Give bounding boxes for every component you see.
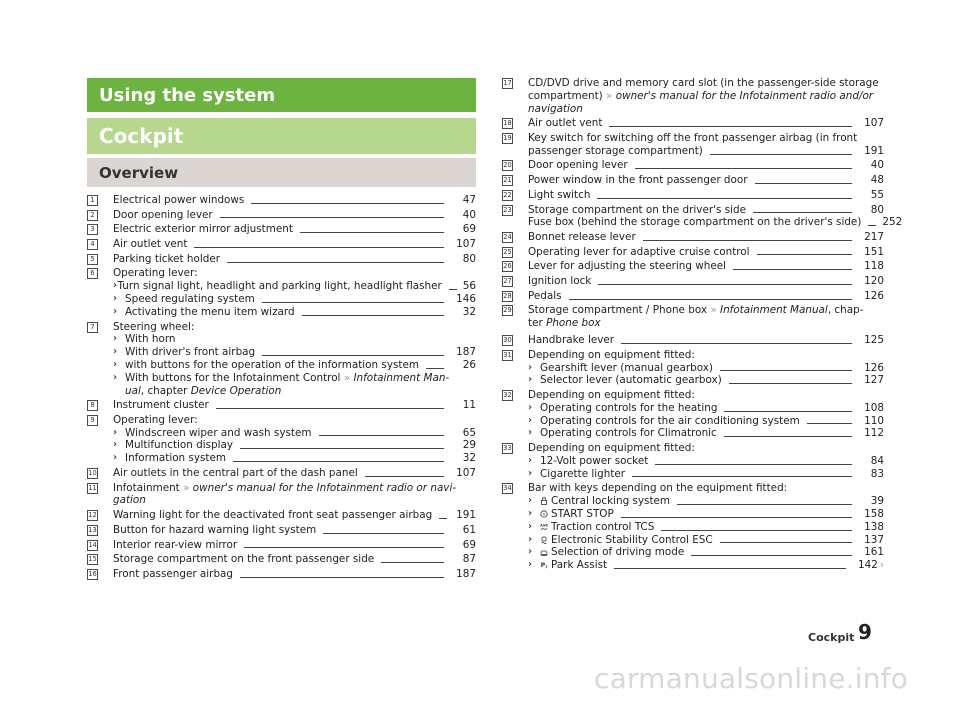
callout-number: 23 bbox=[503, 205, 512, 214]
continue-arrow-icon: › bbox=[879, 559, 884, 572]
leader-line bbox=[323, 533, 444, 534]
legend-entry-33 bbox=[502, 442, 884, 480]
callout-number: 27 bbox=[503, 277, 512, 286]
page-ref-link[interactable]: 107 bbox=[456, 466, 476, 479]
lock-icon bbox=[540, 497, 548, 505]
callout-number: 29 bbox=[503, 306, 512, 315]
leader-line bbox=[757, 254, 852, 255]
page-ref-link[interactable]: 80 bbox=[870, 203, 884, 216]
callout-number: 3 bbox=[87, 224, 98, 235]
page-ref-link[interactable]: 80 bbox=[462, 252, 476, 265]
chevron-right-icon: › bbox=[528, 454, 533, 466]
chevron-right-icon: › bbox=[113, 371, 118, 383]
page-ref-link[interactable]: 191 bbox=[456, 509, 476, 522]
leader-line bbox=[755, 183, 852, 184]
cross-ref-arrow: » bbox=[606, 89, 613, 102]
leader-line bbox=[621, 517, 852, 518]
page-ref-link[interactable]: 118 bbox=[864, 260, 884, 273]
page-ref-link[interactable]: 161 bbox=[864, 546, 884, 559]
sub-entry-text: Selection of driving mode bbox=[551, 546, 685, 559]
legend-entry-16 bbox=[87, 568, 476, 581]
page-ref-link[interactable]: 158 bbox=[864, 507, 884, 520]
chevron-right-icon: › bbox=[113, 280, 118, 292]
callout-number: 32 bbox=[503, 391, 512, 399]
cross-ref-title[interactable]: Infotainment Manual bbox=[720, 304, 828, 317]
footer-section-name: Cockpit bbox=[808, 631, 855, 644]
callout-number: 1 bbox=[87, 195, 98, 206]
chevron-right-icon: › bbox=[528, 520, 533, 532]
page-ref-link[interactable]: 142 bbox=[858, 559, 878, 572]
page-ref-link[interactable]: 151 bbox=[864, 245, 884, 258]
chevron-right-icon: › bbox=[113, 452, 118, 464]
leader-line bbox=[262, 355, 444, 356]
leader-line bbox=[597, 198, 852, 199]
leader-line bbox=[720, 542, 852, 543]
leader-line bbox=[220, 217, 444, 218]
section-band-cockpit bbox=[87, 118, 476, 154]
callout-number: 6 bbox=[87, 268, 98, 279]
leader-line bbox=[240, 448, 444, 449]
page-ref-link[interactable]: 29 bbox=[462, 439, 476, 452]
sub-entry-text: Activating the menu item wizard bbox=[125, 305, 295, 318]
sub-entry-text: Traction control TCS bbox=[551, 520, 655, 533]
chevron-right-icon: › bbox=[113, 333, 118, 345]
entry-text: Door opening lever bbox=[528, 159, 628, 172]
legend-entry-27 bbox=[502, 275, 884, 288]
entry-text-cont: gation bbox=[113, 494, 146, 507]
leader-line bbox=[807, 423, 852, 424]
legend-entry-24 bbox=[502, 231, 884, 244]
leader-line bbox=[720, 370, 852, 371]
legend-entry-13 bbox=[87, 524, 476, 537]
callout-number: 8 bbox=[87, 400, 98, 411]
leader-line bbox=[753, 212, 852, 213]
sub-entry-text: With driver's front airbag bbox=[125, 346, 256, 359]
leader-line bbox=[621, 343, 852, 344]
callout-number: 33 bbox=[503, 444, 512, 453]
cross-ref-title[interactable]: owner's manual for the Infotainment radio and/or bbox=[615, 89, 874, 102]
chevron-right-icon: › bbox=[113, 439, 118, 451]
cross-ref-arrow: » bbox=[183, 481, 190, 494]
entry-text-cont: passenger storage compartment) bbox=[528, 144, 703, 157]
page-ref-link[interactable]: 83 bbox=[870, 467, 884, 480]
leader-line bbox=[635, 168, 852, 169]
callout-number: 15 bbox=[88, 555, 97, 564]
page-ref-link[interactable]: 26 bbox=[462, 358, 476, 371]
callout-number: 25 bbox=[503, 247, 512, 256]
leader-line bbox=[609, 126, 852, 127]
page-ref-link[interactable]: 69 bbox=[462, 223, 476, 236]
entry-text: Depending on equipment fitted: bbox=[528, 442, 695, 455]
legend-entry-10 bbox=[87, 467, 476, 480]
leader-line bbox=[724, 436, 852, 437]
sub-entry-text: Multifunction display bbox=[125, 439, 234, 452]
cross-ref-chapter[interactable]: Phone box bbox=[546, 317, 601, 330]
sub-entry-text: Cigarette lighter bbox=[540, 467, 626, 480]
legend-entry-26 bbox=[502, 260, 884, 273]
chevron-right-icon: › bbox=[528, 414, 533, 426]
legend-entry-23 bbox=[502, 203, 903, 230]
callout-number: 12 bbox=[88, 511, 97, 520]
entry-text: Operating lever: bbox=[113, 413, 198, 426]
legend-entry-9 bbox=[87, 414, 476, 465]
legend-entry-19 bbox=[502, 132, 884, 158]
page-ref-link[interactable]: 84 bbox=[870, 454, 884, 467]
sub-entry-text: Information system bbox=[125, 452, 227, 465]
svg-text:P: P bbox=[540, 562, 546, 570]
entry-text: Bonnet release lever bbox=[528, 231, 636, 243]
svg-text:A: A bbox=[542, 512, 546, 517]
page-ref-link[interactable]: 87 bbox=[462, 553, 476, 566]
page-ref-link[interactable]: 146 bbox=[456, 293, 476, 306]
callout-number: 30 bbox=[503, 336, 512, 345]
page-ref-link[interactable]: 107 bbox=[864, 117, 884, 130]
entry-text: Electrical power windows bbox=[113, 194, 245, 206]
leader-line bbox=[300, 232, 444, 233]
page-ref-link[interactable]: 137 bbox=[864, 533, 884, 546]
entry-text: CD/DVD drive and memory card slot (in the passenger-side storage bbox=[528, 77, 879, 89]
sub-entry-text: Operating controls for Climatronic bbox=[540, 427, 717, 440]
callout-number: 17 bbox=[503, 79, 512, 87]
legend-entry-30 bbox=[502, 334, 884, 347]
entry-text: Door opening lever bbox=[113, 208, 213, 221]
entry-text: Storage compartment / Phone box » Infotainment Manual, chap- bbox=[528, 304, 864, 317]
page-ref-link[interactable]: 187 bbox=[456, 567, 476, 580]
cross-ref-chapter[interactable]: Device Operation bbox=[190, 384, 282, 397]
callout-number: 31 bbox=[503, 350, 512, 359]
leader-line bbox=[365, 476, 444, 477]
callout-number: 9 bbox=[87, 415, 98, 426]
entry-text: Button for hazard warning light system bbox=[113, 523, 317, 536]
legend-entry-28 bbox=[502, 290, 884, 303]
leader-line bbox=[710, 154, 852, 155]
leader-line bbox=[216, 408, 444, 409]
callout-number: 21 bbox=[503, 176, 512, 185]
leader-line bbox=[381, 562, 444, 563]
legend-entry-2 bbox=[87, 209, 476, 222]
leader-line bbox=[227, 262, 444, 263]
leader-line bbox=[244, 547, 444, 548]
leader-line bbox=[302, 315, 444, 316]
page-ref-link[interactable]: 47 bbox=[462, 194, 476, 206]
chevron-right-icon: › bbox=[113, 305, 118, 317]
leader-line bbox=[691, 555, 852, 556]
footer-page-number: 9 bbox=[858, 620, 872, 644]
entry-text-cont: compartment) » owner's manual for the Infotainment radio and/or bbox=[528, 89, 874, 102]
sub-entry-text-cont: ual, chapter Device Operation bbox=[125, 384, 282, 397]
entry-text: Depending on equipment fitted: bbox=[528, 348, 695, 361]
entry-text: Air outlets in the central part of the dash panel bbox=[113, 466, 358, 479]
entry-text-cont: ter Phone box bbox=[528, 317, 601, 330]
leader-line bbox=[598, 284, 852, 285]
page-ref-link[interactable]: 32 bbox=[462, 452, 476, 465]
page-ref-link[interactable]: 127 bbox=[864, 374, 884, 387]
entry-text: Storage compartment on the driver's side bbox=[528, 203, 746, 216]
legend-entry-21 bbox=[502, 174, 884, 187]
page-ref-link[interactable]: 252 bbox=[882, 216, 903, 229]
legend-entry-25 bbox=[502, 246, 884, 259]
page-ref-link[interactable]: 39 bbox=[870, 495, 884, 508]
asr-icon bbox=[540, 523, 548, 531]
sub-entry-text: with buttons for the operation of the information system bbox=[125, 358, 419, 371]
sub-entry-text: Speed regulating system bbox=[125, 293, 255, 306]
page-ref-link[interactable]: 40 bbox=[870, 159, 884, 172]
entry-text: Operating lever for adaptive cruise control bbox=[528, 245, 750, 258]
entry-text: Power window in the front passenger door bbox=[528, 174, 748, 187]
leader-line bbox=[251, 203, 444, 204]
leader-line bbox=[614, 568, 846, 569]
cross-ref-arrow: » bbox=[710, 304, 717, 317]
page-ref-link[interactable]: 11 bbox=[462, 399, 476, 412]
legend-entry-4 bbox=[87, 238, 476, 251]
page-ref-link[interactable]: 55 bbox=[870, 188, 884, 201]
leader-line bbox=[632, 476, 852, 477]
section-band-using-system bbox=[87, 78, 476, 112]
leader-line bbox=[439, 518, 447, 519]
legend-entry-22 bbox=[502, 189, 884, 202]
legend-entry-12 bbox=[87, 509, 476, 522]
section-title: Using the system bbox=[99, 84, 276, 106]
page-ref-link[interactable]: 40 bbox=[462, 208, 476, 221]
legend-entry-5 bbox=[87, 253, 476, 266]
park-assist-icon bbox=[540, 561, 548, 569]
page-ref-link[interactable]: 138 bbox=[864, 520, 884, 533]
subchapter-title: Overview bbox=[99, 163, 179, 182]
callout-number: 7 bbox=[87, 322, 98, 333]
legend-entry-29 bbox=[502, 304, 884, 330]
page-ref-link[interactable]: 217 bbox=[864, 231, 884, 243]
page-ref-link[interactable]: 69 bbox=[462, 538, 476, 551]
chevron-right-icon: › bbox=[528, 427, 533, 439]
leader-line bbox=[733, 269, 852, 270]
callout-number: 34 bbox=[503, 484, 512, 493]
cross-ref-title[interactable]: Infotainment Man- bbox=[353, 371, 450, 384]
sub-entry-text: Operating controls for the air conditioning system bbox=[540, 414, 800, 427]
page-ref-link[interactable]: 187 bbox=[456, 346, 476, 359]
chapter-title: Cockpit bbox=[99, 124, 184, 148]
entry-text: Light switch bbox=[528, 188, 591, 201]
page-ref-link[interactable]: 48 bbox=[870, 174, 884, 187]
leader-line bbox=[319, 435, 445, 436]
entry-text: Air outlet vent bbox=[113, 238, 188, 251]
callout-number: 13 bbox=[88, 525, 97, 534]
callout-number: 4 bbox=[87, 239, 98, 250]
sub-entry-text: Selector lever (automatic gearbox) bbox=[540, 374, 722, 387]
page-ref-link[interactable]: 191 bbox=[864, 144, 884, 157]
entry-text: Steering wheel: bbox=[113, 320, 195, 333]
sub-entry-text: With buttons for the Infotainment Control » Infotainment Man- bbox=[125, 371, 450, 384]
sub-entry-text: START STOP bbox=[551, 507, 614, 520]
page-ref-link[interactable]: 65 bbox=[462, 426, 476, 439]
legend-entry-34 bbox=[502, 482, 884, 572]
legend-entry-3 bbox=[87, 223, 476, 236]
leader-line bbox=[449, 289, 457, 290]
leader-line bbox=[569, 299, 852, 300]
cross-ref-title[interactable]: owner's manual for the Infotainment radio or navi- bbox=[192, 481, 457, 494]
page-ref-link[interactable]: 120 bbox=[864, 275, 884, 288]
chevron-right-icon: › bbox=[528, 559, 533, 571]
leader-line bbox=[643, 240, 852, 241]
legend-entry-32 bbox=[502, 389, 884, 440]
entry-text: Pedals bbox=[528, 289, 562, 302]
sub-entry-text: Park Assist bbox=[551, 559, 608, 572]
chevron-right-icon: › bbox=[528, 361, 533, 373]
chevron-right-icon: › bbox=[113, 346, 118, 358]
entry-text: Infotainment » owner's manual for the Infotainment radio or navi- bbox=[113, 481, 457, 494]
entry-text: Fuse box (behind the storage compartment on the driver's side) bbox=[528, 216, 862, 229]
entry-text: Lever for adjusting the steering wheel bbox=[528, 260, 727, 273]
cross-ref-arrow: » bbox=[343, 371, 351, 384]
legend-entry-14 bbox=[87, 539, 476, 552]
page-ref-link[interactable]: 112 bbox=[864, 427, 884, 440]
chevron-right-icon: › bbox=[528, 401, 533, 413]
entry-text: Instrument cluster bbox=[113, 399, 209, 412]
chevron-right-icon: › bbox=[528, 495, 533, 507]
callout-number: 22 bbox=[503, 190, 512, 199]
esc-icon bbox=[540, 536, 548, 544]
page-ref-link[interactable]: 125 bbox=[864, 334, 884, 347]
page-ref-link[interactable]: 110 bbox=[864, 414, 884, 427]
chevron-right-icon: › bbox=[528, 507, 533, 519]
page-ref-link[interactable]: 107 bbox=[456, 238, 476, 251]
entry-text: Key switch for switching off the front passenger airbag (in front bbox=[528, 131, 858, 144]
entry-text: Handbrake lever bbox=[528, 334, 615, 347]
legend-entry-20 bbox=[502, 159, 884, 172]
entry-text: Storage compartment on the front passenger side bbox=[113, 553, 375, 566]
callout-number: 24 bbox=[503, 233, 512, 241]
callout-number: 11 bbox=[88, 483, 97, 492]
legend-entry-31 bbox=[502, 349, 884, 387]
callout-number: 5 bbox=[87, 254, 98, 265]
entry-text: Parking ticket holder bbox=[113, 252, 221, 265]
entry-text-cont: navigation bbox=[528, 102, 583, 115]
page-ref-link[interactable]: 61 bbox=[462, 523, 476, 536]
sub-entry-text: Turn signal light, headlight and parking light, headlight flasher bbox=[117, 280, 442, 293]
svg-text:ASR: ASR bbox=[540, 523, 548, 528]
legend-entry-1 bbox=[87, 194, 476, 207]
start-stop-icon bbox=[540, 510, 548, 518]
entry-text: Front passenger airbag bbox=[113, 567, 233, 580]
sub-entry-text: Operating controls for the heating bbox=[540, 401, 718, 414]
legend-right-column bbox=[502, 77, 903, 574]
callout-number: 14 bbox=[88, 540, 97, 549]
drive-mode-icon bbox=[540, 548, 548, 556]
callout-number: 16 bbox=[88, 569, 97, 578]
callout-number: 28 bbox=[503, 291, 512, 300]
chevron-right-icon: › bbox=[113, 293, 118, 305]
legend-entry-7 bbox=[87, 321, 476, 398]
leader-line bbox=[729, 383, 852, 384]
legend-entry-6 bbox=[87, 267, 476, 318]
chevron-right-icon: › bbox=[113, 426, 118, 438]
callout-number: 18 bbox=[503, 119, 512, 128]
leader-line bbox=[426, 368, 444, 369]
entry-text: Warning light for the deactivated front seat passenger airbag bbox=[113, 509, 433, 522]
legend-entry-11 bbox=[87, 482, 476, 508]
legend-entry-15 bbox=[87, 553, 476, 566]
leader-line bbox=[868, 225, 876, 226]
page-ref-link[interactable]: 108 bbox=[864, 401, 884, 414]
legend-left-column bbox=[87, 194, 476, 583]
callout-number: 10 bbox=[88, 468, 97, 477]
chevron-right-icon: › bbox=[528, 546, 533, 558]
entry-text: Interior rear-view mirror bbox=[113, 538, 238, 551]
sub-entry-text: Electronic Stability Control ESC bbox=[551, 533, 713, 546]
chevron-right-icon: › bbox=[113, 358, 118, 370]
entry-text: Ignition lock bbox=[528, 275, 592, 288]
entry-text: Air outlet vent bbox=[528, 117, 603, 130]
leader-line bbox=[240, 577, 444, 578]
entry-text: Bar with keys depending on the equipment fitted: bbox=[528, 482, 788, 495]
entry-text: Electric exterior mirror adjustment bbox=[113, 223, 293, 236]
watermark-text: carmanualsonline.info bbox=[594, 662, 909, 695]
chevron-right-icon: › bbox=[528, 533, 533, 545]
callout-number: 26 bbox=[503, 262, 512, 271]
sub-entry-text: With horn bbox=[125, 333, 176, 346]
leader-line bbox=[233, 461, 444, 462]
leader-line bbox=[194, 247, 444, 248]
page-ref-link[interactable]: 32 bbox=[462, 305, 476, 318]
leader-line bbox=[677, 504, 852, 505]
leader-line bbox=[262, 302, 444, 303]
page-ref-link[interactable]: 126 bbox=[864, 289, 884, 302]
page-ref-link[interactable]: 126 bbox=[864, 361, 884, 374]
callout-number: 20 bbox=[503, 161, 512, 170]
legend-entry-18 bbox=[502, 117, 884, 130]
leader-line bbox=[661, 530, 852, 531]
entry-text: Depending on equipment fitted: bbox=[528, 389, 695, 401]
chevron-right-icon: › bbox=[528, 467, 533, 479]
sub-entry-text: Windscreen wiper and wash system bbox=[125, 426, 312, 439]
sub-entry-text: 12-Volt power socket bbox=[540, 454, 649, 467]
chevron-right-icon: › bbox=[528, 374, 533, 386]
sub-entry-text: Gearshift lever (manual gearbox) bbox=[540, 361, 713, 374]
sub-entry-text: Central locking system bbox=[551, 495, 671, 508]
page-ref-link[interactable]: 56 bbox=[462, 280, 476, 293]
leader-line bbox=[724, 411, 852, 412]
legend-entry-17 bbox=[502, 77, 884, 115]
callout-number: 19 bbox=[503, 133, 512, 142]
entry-text: Operating lever: bbox=[113, 267, 198, 280]
leader-line bbox=[655, 464, 852, 465]
callout-number: 2 bbox=[87, 210, 98, 221]
legend-entry-8 bbox=[87, 399, 476, 412]
section-band-overview bbox=[87, 158, 476, 187]
